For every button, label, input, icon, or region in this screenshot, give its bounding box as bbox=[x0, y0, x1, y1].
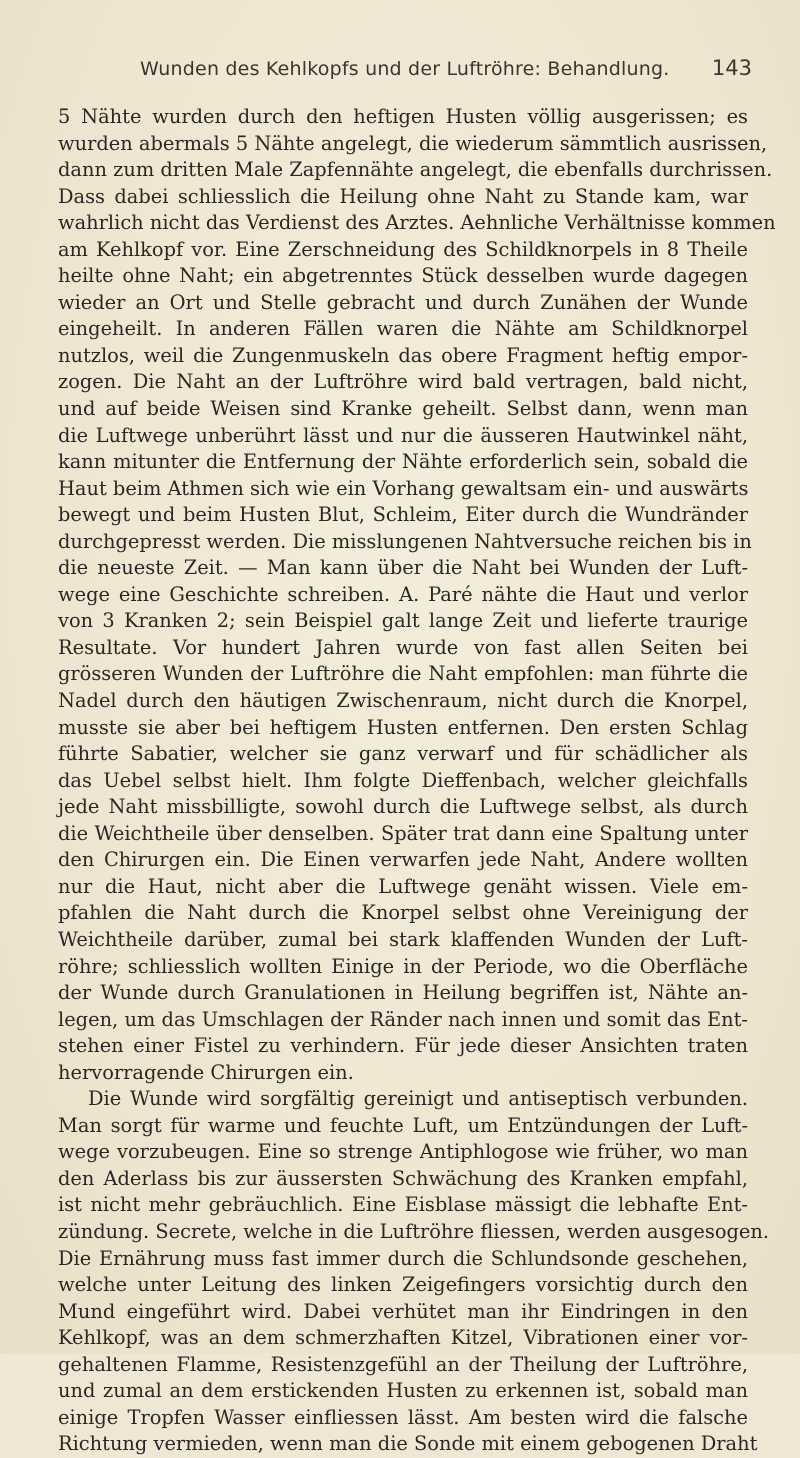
text-line: jede Naht missbilligte, sowohl durch die Luftwege selbst, als durch bbox=[58, 795, 748, 819]
text-line: von 3 Kranken 2; sein Beispiel galt lange Zeit und lieferte traurige bbox=[58, 609, 748, 633]
text-line: nutzlos, weil die Zungenmuskeln das obere Fragment heftig empor- bbox=[58, 343, 748, 367]
text-line: 5 Nähte wurden durch den heftigen Husten völlig ausgerissen; es bbox=[58, 105, 748, 128]
body-text bbox=[58, 104, 776, 1458]
text-line: röhre; schliesslich wollten Einige in der Periode, wo die Oberfläche bbox=[58, 954, 748, 978]
text-line: Man sorgt für warme und feuchte Luft, um Entzündungen der Luft- bbox=[58, 1113, 748, 1137]
text-line: eingeheilt. In anderen Fällen waren die Nähte am Schildknorpel bbox=[58, 317, 748, 341]
text-line: stehen einer Fistel zu verhindern. Für jede dieser Ansichten traten bbox=[58, 1034, 748, 1058]
text-line: nur die Haut, nicht aber die Luftwege genäht wissen. Viele em- bbox=[58, 874, 748, 898]
text-line: Die Wunde wird sorgfältig gereinigt und antiseptisch verbunden. bbox=[88, 1087, 748, 1111]
text-line: bewegt und beim Husten Blut, Schleim, Eiter durch die Wundränder bbox=[58, 503, 748, 527]
page-number: 143 bbox=[711, 56, 752, 80]
text-line: wahrlich nicht das Verdienst des Arztes. Aehnliche Verhältnisse kommen bbox=[58, 211, 776, 235]
text-line: zogen. Die Naht an der Luftröhre wird bald vertragen, bald nicht, bbox=[58, 370, 748, 394]
text-line: hervorragende Chirurgen ein. bbox=[58, 1060, 354, 1084]
text-line: führte Sabatier, welcher sie ganz verwarf und für schädlicher als bbox=[58, 742, 748, 766]
text-line: Die Ernährung muss fast immer durch die Schlundsonde geschehen, bbox=[58, 1246, 748, 1270]
text-line: am Kehlkopf vor. Eine Zerschneidung des Schildknorpels in 8 Theile bbox=[58, 237, 748, 261]
text-line: Resultate. Vor hundert Jahren wurde von fast allen Seiten bei bbox=[58, 635, 748, 659]
text-line: und auf beide Weisen sind Kranke geheilt. Selbst dann, wenn man bbox=[58, 397, 748, 421]
text-line: gehaltenen Flamme, Resistenzgefühl an der Theilung der Luftröhre, bbox=[58, 1352, 748, 1376]
text-line: musste sie aber bei heftigem Husten entfernen. Den ersten Schlag bbox=[58, 715, 748, 739]
text-line: Haut beim Athmen sich wie ein Vorhang gewaltsam ein- und auswärts bbox=[58, 476, 749, 500]
text-line: und zumal an dem erstickenden Husten zu erkennen ist, sobald man bbox=[58, 1379, 748, 1403]
text-line: kann mitunter die Entfernung der Nähte erforderlich sein, sobald die bbox=[58, 450, 748, 474]
text-line: den Aderlass bis zur äussersten Schwächung des Kranken empfahl, bbox=[58, 1166, 748, 1190]
text-line: welche unter Leitung des linken Zeigefingers vorsichtig durch den bbox=[58, 1273, 748, 1297]
text-line: wege eine Geschichte schreiben. A. Paré nähte die Haut und verlor bbox=[58, 582, 748, 606]
text-line: Weichtheile darüber, zumal bei stark klaffenden Wunden der Luft- bbox=[58, 927, 748, 951]
text-line: die neueste Zeit. — Man kann über die Naht bei Wunden der Luft- bbox=[58, 556, 748, 580]
text-line: ist nicht mehr gebräuchlich. Eine Eisblase mässigt die lebhafte Ent- bbox=[58, 1193, 748, 1217]
text-line: Kehlkopf, was an dem schmerzhaften Kitzel, Vibrationen einer vor- bbox=[58, 1326, 748, 1350]
text-line: legen, um das Umschlagen der Ränder nach innen und somit das Ent- bbox=[58, 1007, 748, 1031]
text-line: die Weichtheile über denselben. Später trat dann eine Spaltung unter bbox=[58, 821, 748, 845]
text-line: der Wunde durch Granulationen in Heilung begriffen ist, Nähte an- bbox=[58, 981, 748, 1005]
text-line: Mund eingeführt wird. Dabei verhütet man ihr Eindringen in den bbox=[58, 1299, 748, 1323]
text-line: grösseren Wunden der Luftröhre die Naht empfohlen: man führte die bbox=[58, 662, 748, 686]
text-line: dann zum dritten Male Zapfennähte angelegt, die ebenfalls durchrissen. bbox=[58, 158, 773, 182]
text-line: Nadel durch den häutigen Zwischenraum, nicht durch die Knorpel, bbox=[58, 689, 748, 713]
text-line: den Chirurgen ein. Die Einen verwarfen jede Naht, Andere wollten bbox=[58, 848, 748, 872]
text-line: einige Tropfen Wasser einfliessen lässt. Am besten wird die falsche bbox=[58, 1405, 748, 1429]
text-line: die Luftwege unberührt lässt und nur die äusseren Hautwinkel näht, bbox=[58, 423, 748, 447]
text-line: wieder an Ort und Stelle gebracht und durch Zunähen der Wunde bbox=[58, 290, 748, 314]
text-line: Richtung vermieden, wenn man die Sonde mit einem gebogenen Draht bbox=[58, 1432, 758, 1456]
text-line: zündung. Secrete, welche in die Luftröhre fliessen, werden ausgesogen. bbox=[58, 1219, 770, 1243]
text-line: heilte ohne Naht; ein abgetrenntes Stück desselben wurde dagegen bbox=[58, 264, 748, 288]
text-line: durchgepresst werden. Die misslungenen Nahtversuche reichen bis in bbox=[58, 529, 752, 553]
running-title: Wunden des Kehlkopfs und der Luftröhre: Behandlung. bbox=[140, 58, 670, 80]
text-line: pfahlen die Naht durch die Knorpel selbst ohne Vereinigung der bbox=[58, 901, 748, 925]
text-line: Dass dabei schliesslich die Heilung ohne Naht zu Stande kam, war bbox=[58, 184, 748, 208]
text-line: wurden abermals 5 Nähte angelegt, die wiederum sämmtlich ausrissen, bbox=[58, 131, 768, 155]
text-line: wege vorzubeugen. Eine so strenge Antiphlogose wie früher, wo man bbox=[58, 1140, 748, 1164]
text-line: das Uebel selbst hielt. Ihm folgte Dieffenbach, welcher gleichfalls bbox=[58, 768, 748, 792]
